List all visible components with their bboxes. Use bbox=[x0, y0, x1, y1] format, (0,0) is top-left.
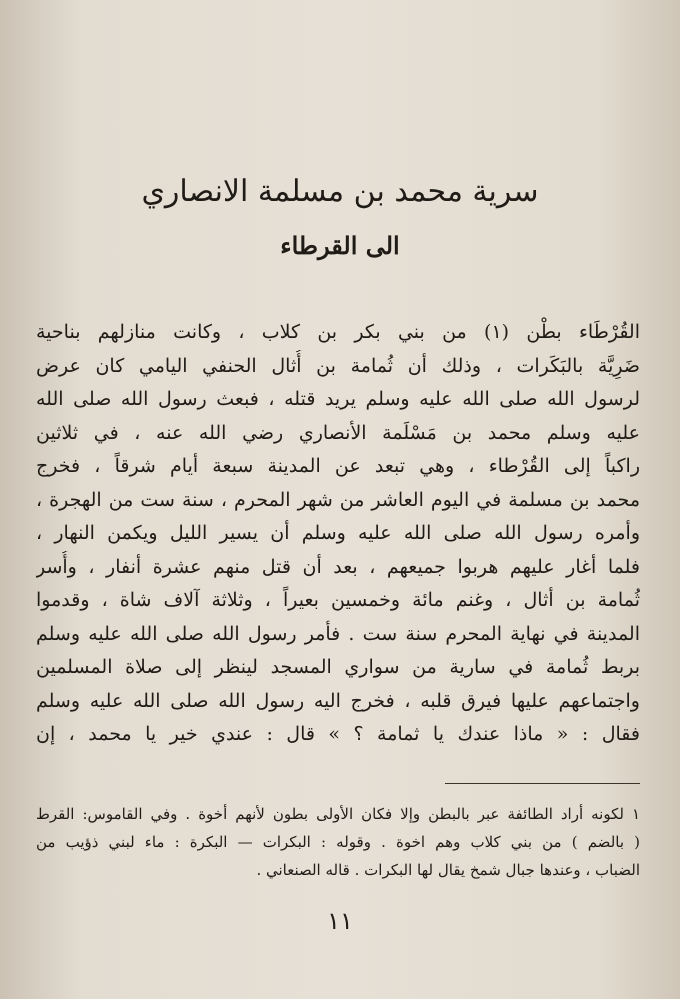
footnote-line: ١ لكونه أراد الطائفة عبر بالبطن وإلا فكان الأولى بطون لأنهم أخوة . وفي القاموس: القرط bbox=[36, 805, 640, 823]
footnotes bbox=[36, 800, 640, 884]
chapter-subtitle: الى القرطاء bbox=[280, 231, 400, 260]
footnote-divider bbox=[445, 783, 640, 784]
body-line: بربط ثُمامة في سارية من سواري المسجد لينظر إلى صلاة المسلمين bbox=[36, 656, 640, 678]
footnote-line: الضباب ، وعندها جبال شمخ يقال لها البكرات . قاله الصنعاني . bbox=[256, 861, 640, 879]
body-line: ضَرِيَّة بالبَكَرات ، وذلك أن ثُمامة بن أُثال الحنفي اليامي كان عرض bbox=[36, 354, 640, 377]
body-line: عليه وسلم محمد بن مَسْلَمة الأنصاري رضي الله عنه ، في ثلاثين bbox=[36, 421, 640, 444]
body-line: وأمره رسول الله صلى الله عليه وسلم أن يسير الليل ويكمن النهار ، bbox=[36, 522, 640, 544]
body-line: فقال : « ماذا عندك يا ثمامة ؟ » قال : عندي خير يا محمد ، إن bbox=[36, 723, 640, 745]
body-line: المدينة في نهاية المحرم سنة ست . فأمر رسول الله صلى الله عليه وسلم bbox=[36, 622, 640, 645]
body-line: ثُمامة بن أثال ، وغنم مائة وخمسين بعيراً ، وثلاثة آلاف شاة ، وقدموا bbox=[36, 589, 640, 611]
page-number: ١١ bbox=[327, 907, 353, 935]
body-line: لرسول الله صلى الله عليه وسلم يريد قتله ، فبعث رسول الله صلى الله bbox=[36, 388, 640, 410]
body-line: القُرْطَاء بطْن (١) من بني بكر بن كلاب ، وكانت منازلهم بناحية bbox=[36, 321, 640, 343]
body-text bbox=[36, 316, 640, 752]
body-line: محمد بن مسلمة في اليوم العاشر من شهر المحرم ، سنة ست من الهجرة ، bbox=[36, 488, 640, 511]
footnote-line: ( بالضم ) من بني كلاب وهم اخوة . وقوله : البكرات — البكرة : ماء لبني ذؤيب من bbox=[36, 833, 640, 851]
body-line: راكباً إلى القُرْطاء ، وهي تبعد عن المدينة سبعة أيام شرقاً ، فخرج bbox=[36, 455, 640, 477]
body-line: فلما أغار عليهم هربوا جميعهم ، بعد أن قتل منهم عشرة أنفار ، وأُسر bbox=[36, 555, 640, 578]
body-line: واجتماعهم عليها فيرق قلبه ، فخرج اليه رسول الله صلى الله عليه وسلم bbox=[36, 689, 640, 712]
chapter-title: سرية محمد بن مسلمة الانصاري bbox=[141, 174, 539, 209]
